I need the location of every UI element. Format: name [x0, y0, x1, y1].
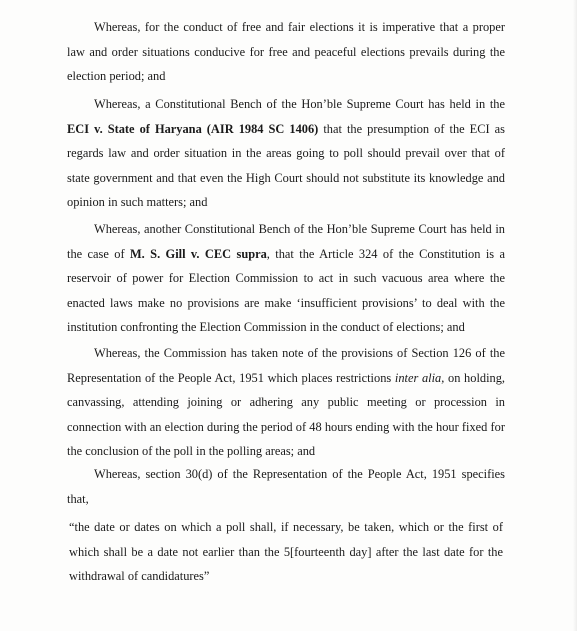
paragraph-gill-cec — [67, 217, 505, 340]
paragraph-section-30d — [67, 462, 505, 511]
case-citation: ECI v. State of Haryana (AIR 1984 SC 1406) — [67, 121, 319, 136]
paragraph-text: Whereas, for the conduct of free and fair elections it is imperative that a proper law and order situations conducive for free and peaceful elections prevails during the election period; and — [67, 20, 505, 84]
paragraph-text: Whereas, section 30(d) of the Representation of the People Act, 1951 specifies that, — [67, 467, 505, 506]
paragraph-section-126 — [67, 341, 505, 464]
paragraph-text: Whereas, another Constitutional Bench of the Hon’ble Supreme Court has held in the case of — [67, 222, 505, 261]
paragraph-election-conduct — [67, 15, 505, 89]
paragraph-text: , that the Article 324 of the Constitution is a reservoir of power for Election Commission to act in such vacuous area where the enacted laws make no provisions are make ‘insufficient provisions’ to deal with the institution confronting the Election Commission in the conduct of elections; and — [67, 246, 505, 335]
page-edge-shadow — [573, 0, 577, 631]
paragraph-text: that the presumption of the ECI as regards law and order situation in the areas going to poll should prevail over that of state government and that even the High Court should not substitute its knowledge and opinion in such matters; and — [67, 121, 505, 210]
paragraph-text: Whereas, the Commission has taken note of the provisions of Section 126 of the Representation of the People Act, 1951 which places restrictions — [67, 346, 505, 385]
case-citation: M. S. Gill v. CEC supra — [129, 246, 267, 261]
paragraph-eci-haryana — [67, 92, 505, 215]
latin-term: inter alia, — [394, 370, 445, 385]
quote-text: “the date or dates on which a poll shall, if necessary, be taken, which or the first of which shall be a date not earlier than the 5[fourteenth day] after the last date for the withdrawal of candidatures” — [69, 520, 503, 584]
quoted-provision — [69, 515, 503, 589]
paragraph-text: on holding, canvassing, attending joining or adhering any public meeting or procession in connection with an election during the period of 48 hours ending with the hour fixed for the conclusion of the poll in the polling areas; and — [67, 370, 506, 459]
paragraph-text: Whereas, a Constitutional Bench of the Hon’ble Supreme Court has held in the — [94, 97, 505, 111]
